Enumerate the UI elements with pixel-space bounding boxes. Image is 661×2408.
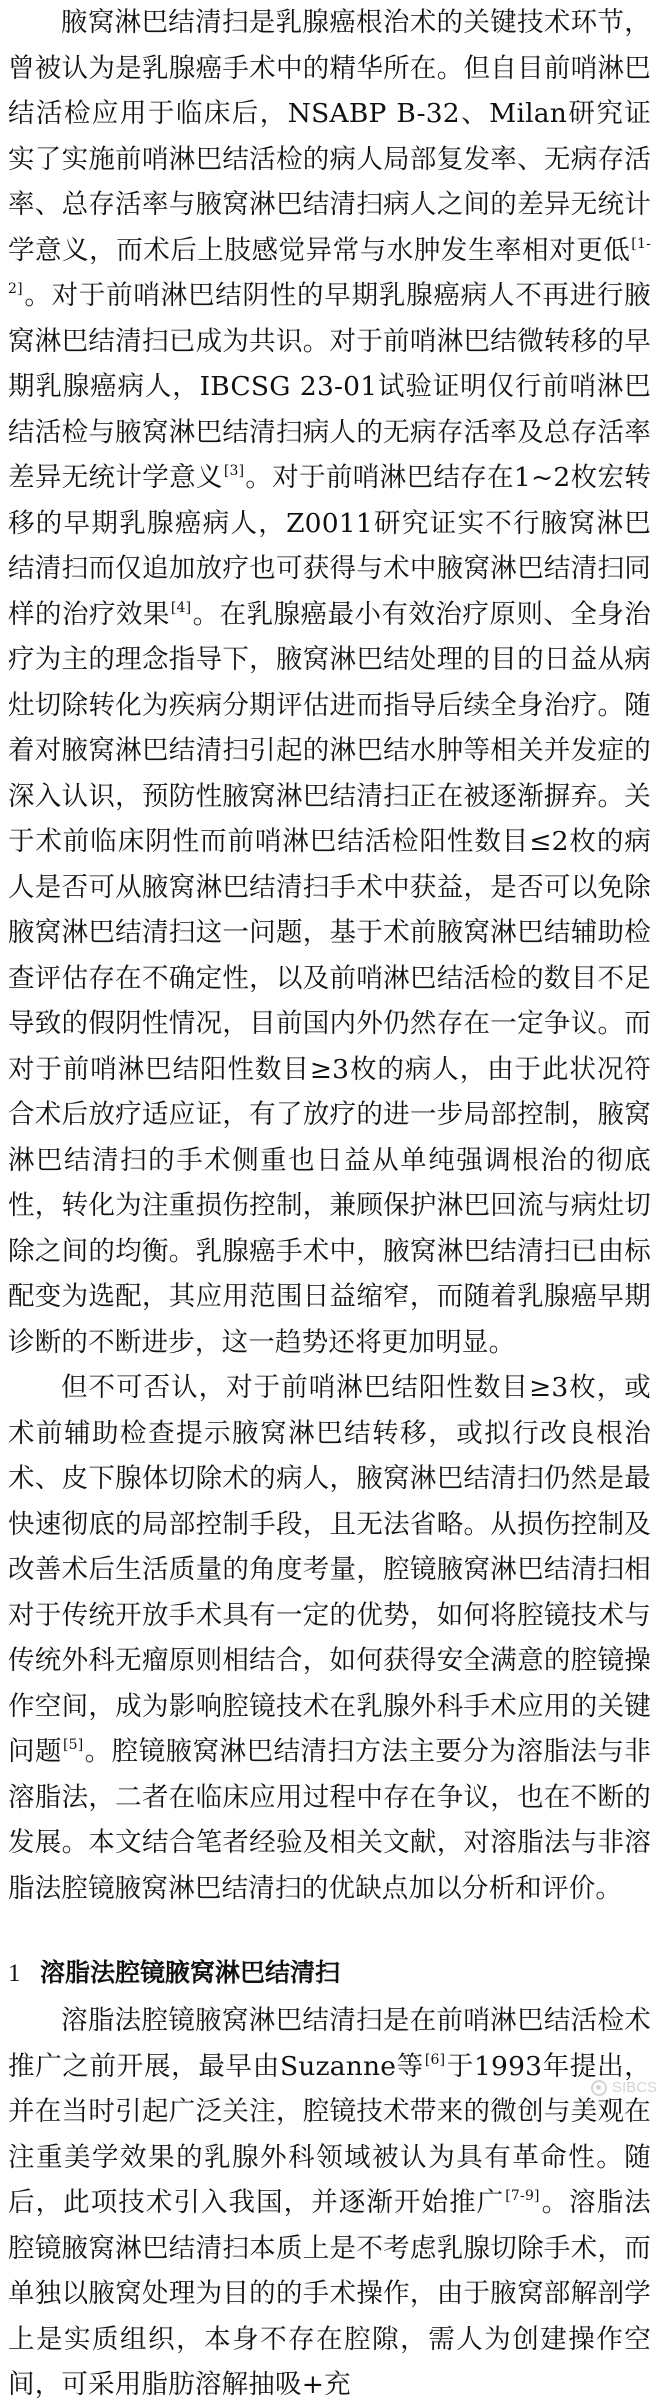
text-segment: 。对于前哨淋巴结阴性的早期乳腺癌病人不再进行腋窝淋巴结清扫已成为共识。对于前哨淋巴结微转移的早期乳腺癌病人，IBCSG 23-01试验证明仅行前哨淋巴结活检与腋窝淋巴结清扫病人的无病存活率及总存活率差异无统计学意义 bbox=[8, 280, 651, 493]
text-segment: 。溶脂法腔镜腋窝淋巴结清扫本质上是不考虑乳腺切除手术，而单独以腋窝处理为目的的手术操作，由于腋窝部解剖学上是实质组织，本身不存在腔隙，需人为创建操作空间，可采用脂肪溶解抽吸+充 bbox=[8, 2187, 651, 2400]
text-segment: 于1993年提出，并在当时引起广泛关注，腔镜技术带来的微创与美观在注重美学效果的乳腺外科领域被认为具有革命性。随后，此项技术引入我国，并逐渐开始推广 bbox=[8, 2050, 651, 2218]
document-page bbox=[8, 0, 651, 2408]
text-segment: 腋窝淋巴结清扫是乳腺癌根治术的关键技术环节，曾被认为是乳腺癌手术中的精华所在。但自目前哨淋巴结活检应用于临床后，NSABP B-32、Milan研究证实了实施前哨淋巴结活检的病人局部复发率、无病存活率、总存活率与腋窝淋巴结清扫病人之间的差异无统计学意义，而术后上肢感觉异常与水肿发生率相对更低 bbox=[8, 7, 651, 266]
section-paragraph bbox=[8, 1998, 651, 2408]
citation-ref: [6] bbox=[424, 2051, 446, 2068]
citation-ref: [1-2] bbox=[8, 235, 651, 297]
watermark-text: SIBCS bbox=[611, 2079, 657, 2096]
citation-ref: [5] bbox=[62, 1737, 84, 1753]
section-title: 溶脂法腔镜腋窝淋巴结清扫 bbox=[40, 1958, 341, 1987]
wechat-logo-icon bbox=[591, 2080, 607, 2096]
body-paragraph-2 bbox=[8, 1365, 651, 1911]
section-heading bbox=[8, 1951, 651, 1996]
text-segment: 。腔镜腋窝淋巴结清扫方法主要分为溶脂法与非溶脂法，二者在临床应用过程中存在争议，也在不断的发展。本文结合笔者经验及相关文献，对溶脂法与非溶脂法腔镜腋窝淋巴结清扫的优缺点加以分析和评价。 bbox=[8, 1736, 651, 1904]
citation-ref: [7-9] bbox=[505, 2188, 540, 2204]
text-segment: 。在乳腺癌最小有效治疗原则、全身治疗为主的理念指导下，腋窝淋巴结处理的目的日益从病灶切除转化为疾病分期评估进而指导后续全身治疗。随着对腋窝淋巴结清扫引起的淋巴结水肿等相关并发症的深入认识，预防性腋窝淋巴结清扫正在被逐渐摒弃。关于术前临床阴性而前哨淋巴结活检阳性数目≤2枚的病人是否可从腋窝淋巴结清扫手术中获益，是否可以免除腋窝淋巴结清扫这一问题，基于术前腋窝淋巴结辅助检查评估存在不确定性，以及前哨淋巴结活检的数目不足导致的假阴性情况，目前国内外仍然存在一定争议。而对于前哨淋巴结阳性数目≥3枚的病人，由于此状况符合术后放疗适应证，有了放疗的进一步局部控制，腋窝淋巴结清扫的手术侧重也日益从单纯强调根治的彻底性，转化为注重损伤控制，兼顾保护淋巴回流与病灶切除之间的均衡。乳腺癌手术中，腋窝淋巴结清扫已由标配变为选配，其应用范围日益缩窄，而随着乳腺癌早期诊断的不断进步，这一趋势还将更加明显。 bbox=[8, 598, 651, 1358]
text-segment: 。对于前哨淋巴结存在1~2枚宏转移的早期乳腺癌病人，Z0011研究证实不行腋窝淋巴结清扫而仅追加放疗也可获得与术中腋窝淋巴结清扫同样的治疗效果 bbox=[8, 462, 651, 630]
section-number: 1 bbox=[8, 1960, 21, 1987]
body-paragraph-1 bbox=[8, 0, 651, 1365]
citation-ref: [3] bbox=[223, 463, 245, 479]
watermark bbox=[591, 2079, 657, 2096]
text-segment: 溶脂法腔镜腋窝淋巴结清扫是在前哨淋巴结活检术推广之前开展，最早由Suzanne等 bbox=[8, 2005, 651, 2082]
citation-ref: [4] bbox=[170, 599, 192, 616]
text-segment: 但不可否认，对于前哨淋巴结阳性数目≥3枚，或术前辅助检查提示腋窝淋巴结转移，或拟行改良根治术、皮下腺体切除术的病人，腋窝淋巴结清扫仍然是最快速彻底的局部控制手段，且无法省略。从损伤控制及改善术后生活质量的角度考量，腔镜腋窝淋巴结清扫相对于传统开放手术具有一定的优势，如何将腔镜技术与传统外科无瘤原则相结合，如何获得安全满意的腔镜操作空间，成为影响腔镜技术在乳腺外科手术应用的关键问题 bbox=[8, 1372, 651, 1767]
